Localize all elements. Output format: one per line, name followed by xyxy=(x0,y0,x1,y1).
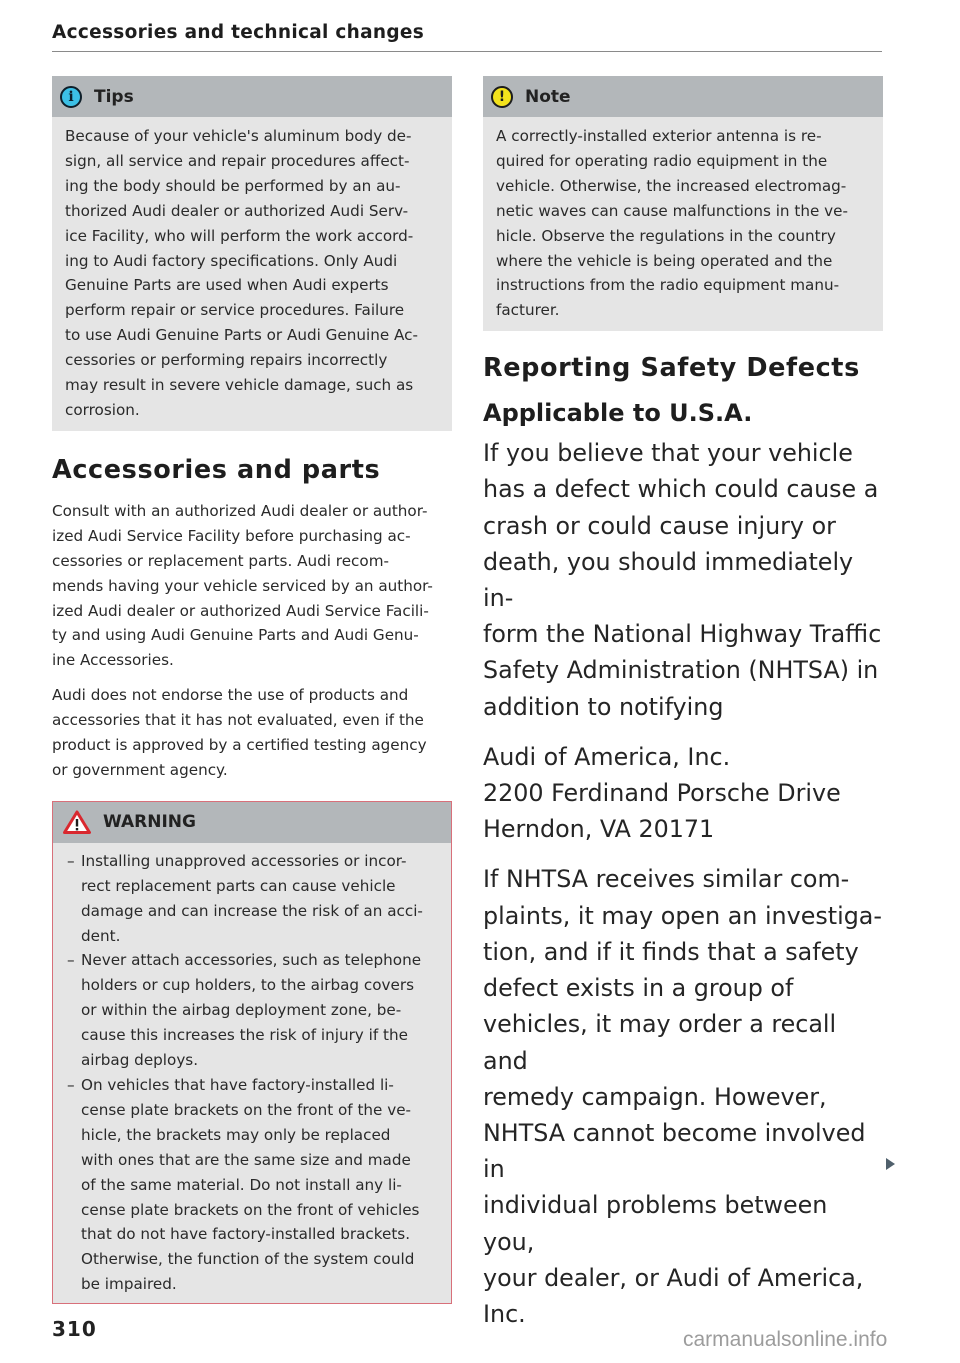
text-line: cense plate brackets on the front of vehicles xyxy=(81,1200,420,1219)
tips-line: ing the body should be performed by an au- xyxy=(65,176,401,195)
warning-box xyxy=(52,801,452,1304)
reporting-subheading: Applicable to U.S.A. xyxy=(483,399,753,428)
text-line: cause this increases the risk of injury if the xyxy=(81,1026,408,1045)
warning-triangle-icon xyxy=(63,810,91,834)
tips-box-header xyxy=(52,76,452,117)
text-line: tion, and if it finds that a safety xyxy=(483,937,859,966)
right-column xyxy=(483,76,883,1332)
note-line: A correctly-installed exterior antenna is re- xyxy=(496,127,822,145)
text-line: defect exists in a group of xyxy=(483,974,794,1003)
continue-arrow-icon xyxy=(886,1158,895,1170)
tips-line: ing to Audi factory specifications. Only Audi xyxy=(65,251,398,270)
note-line: vehicle. Otherwise, the increased electromag- xyxy=(496,176,847,195)
text-line: form the National Highway Traffic xyxy=(483,620,882,649)
note-line: instructions from the radio equipment manu- xyxy=(496,276,840,295)
text-line: ized Audi dealer or authorized Audi Service Facili- xyxy=(52,601,429,620)
left-column xyxy=(52,76,452,1304)
text-line: Otherwise, the function of the system could xyxy=(81,1250,415,1269)
text-line: that do not have factory-installed brackets. xyxy=(81,1225,411,1244)
dash-bullet: – xyxy=(67,951,75,970)
tips-line: cessories or performing repairs incorrectly xyxy=(65,351,388,370)
warning-title: WARNING xyxy=(103,812,196,833)
tips-title: Tips xyxy=(94,86,134,107)
dash-bullet: – xyxy=(67,1076,75,1094)
reporting-paragraph-2 xyxy=(483,861,883,1332)
address-line: Herndon, VA 20171 xyxy=(483,815,715,844)
text-line: ized Audi Service Facility before purchasing ac- xyxy=(52,526,411,545)
text-line: crash or could cause injury or xyxy=(483,511,836,540)
text-line: NHTSA cannot become involved in xyxy=(483,1118,866,1184)
tips-line: Genuine Parts are used when Audi experts xyxy=(65,276,389,295)
page-number: 310 xyxy=(52,1317,97,1341)
exclamation-icon: ! xyxy=(491,86,513,108)
tips-box-body xyxy=(52,117,452,431)
tips-line: thorized Audi dealer or authorized Audi Serv- xyxy=(65,201,409,220)
address-line: Audi of America, Inc. xyxy=(483,742,731,771)
note-line: quired for operating radio equipment in the xyxy=(496,151,828,170)
text-line: or within the airbag deployment zone, be- xyxy=(81,1001,402,1020)
text-line: with ones that are the same size and made xyxy=(81,1150,411,1169)
text-line: remedy campaign. However, xyxy=(483,1082,827,1111)
text-line: product is approved by a certified testing agency xyxy=(52,736,427,755)
text-line: be impaired. xyxy=(81,1275,177,1294)
text-line: Consult with an authorized Audi dealer or author- xyxy=(52,501,428,520)
text-line: has a defect which could cause a xyxy=(483,475,879,504)
accessories-paragraph-2 xyxy=(52,683,452,783)
text-line: Installing unapproved accessories or incor- xyxy=(81,851,407,870)
warning-box-body xyxy=(53,843,451,1303)
address-block xyxy=(483,739,883,848)
text-line: vehicles, it may order a recall and xyxy=(483,1010,837,1075)
tips-line: sign, all service and repair procedures affect- xyxy=(65,151,410,170)
warning-item xyxy=(67,1073,439,1297)
text-line: accessories that it has not evaluated, even if the xyxy=(52,711,424,730)
note-line: hicle. Observe the regulations in the country xyxy=(496,226,836,245)
text-line: Inc. xyxy=(483,1299,526,1328)
note-line: netic waves can cause malfunctions in the ve- xyxy=(496,201,848,220)
text-line: cessories or replacement parts. Audi recom- xyxy=(52,551,389,570)
tips-line: perform repair or service procedures. Failure xyxy=(65,301,405,320)
text-line: If NHTSA receives similar com- xyxy=(483,865,850,894)
warning-box-header xyxy=(53,802,451,843)
text-line: your dealer, or Audi of America, xyxy=(483,1263,864,1292)
dash-bullet: – xyxy=(67,851,75,870)
note-line: where the vehicle is being operated and the xyxy=(496,251,833,270)
accessories-paragraph-1 xyxy=(52,499,452,673)
text-line: individual problems between you, xyxy=(483,1191,828,1256)
note-line: facturer. xyxy=(496,301,560,320)
text-line: of the same material. Do not install any li- xyxy=(81,1175,402,1194)
note-title: Note xyxy=(525,86,571,107)
note-box-header xyxy=(483,76,883,117)
text-line: mends having your vehicle serviced by an author- xyxy=(52,576,433,595)
text-line: If you believe that your vehicle xyxy=(483,439,853,468)
warning-item xyxy=(67,948,439,1073)
text-line: airbag deploys. xyxy=(81,1051,199,1070)
tips-line: ice Facility, who will perform the work accord- xyxy=(65,226,414,245)
address-line: 2200 Ferdinand Porsche Drive xyxy=(483,779,841,808)
text-line: Never attach accessories, such as telephone xyxy=(81,951,422,970)
text-line: rect replacement parts can cause vehicle xyxy=(81,876,396,895)
running-header-title: Accessories and technical changes xyxy=(52,22,425,43)
text-line: hicle, the brackets may only be replaced xyxy=(81,1125,391,1144)
tips-box xyxy=(52,76,452,431)
text-line: ty and using Audi Genuine Parts and Audi Genu- xyxy=(52,626,419,645)
text-line: or government agency. xyxy=(52,760,228,779)
info-icon: i xyxy=(60,86,82,108)
warning-item xyxy=(67,849,439,949)
text-line: addition to notifying xyxy=(483,692,724,721)
text-line: Safety Administration (NHTSA) in xyxy=(483,656,879,685)
text-line: ine Accessories. xyxy=(52,651,174,670)
text-line: Audi does not endorse the use of products and xyxy=(52,686,409,705)
tips-line: Because of your vehicle's aluminum body de- xyxy=(65,127,412,145)
text-line: plaints, it may open an investiga- xyxy=(483,901,882,930)
text-line: death, you should immediately in- xyxy=(483,547,854,613)
text-line: On vehicles that have factory-installed li- xyxy=(81,1076,394,1094)
text-line: holders or cup holders, to the airbag covers xyxy=(81,976,414,995)
note-box-body xyxy=(483,117,883,331)
reporting-heading: Reporting Safety Defects xyxy=(483,353,860,384)
watermark-link[interactable]: carmanualsonline.info xyxy=(683,1328,888,1351)
tips-line: to use Audi Genuine Parts or Audi Genuine Ac- xyxy=(65,326,418,345)
tips-line: corrosion. xyxy=(65,400,140,419)
text-line: cense plate brackets on the front of the ve- xyxy=(81,1100,412,1119)
text-line: damage and can increase the risk of an acci- xyxy=(81,901,423,920)
header-rule xyxy=(52,51,882,52)
text-line: dent. xyxy=(81,926,121,945)
note-box xyxy=(483,76,883,331)
reporting-paragraph-1 xyxy=(483,435,883,725)
accessories-heading: Accessories and parts xyxy=(52,454,381,485)
tips-line: may result in severe vehicle damage, such as xyxy=(65,376,414,395)
